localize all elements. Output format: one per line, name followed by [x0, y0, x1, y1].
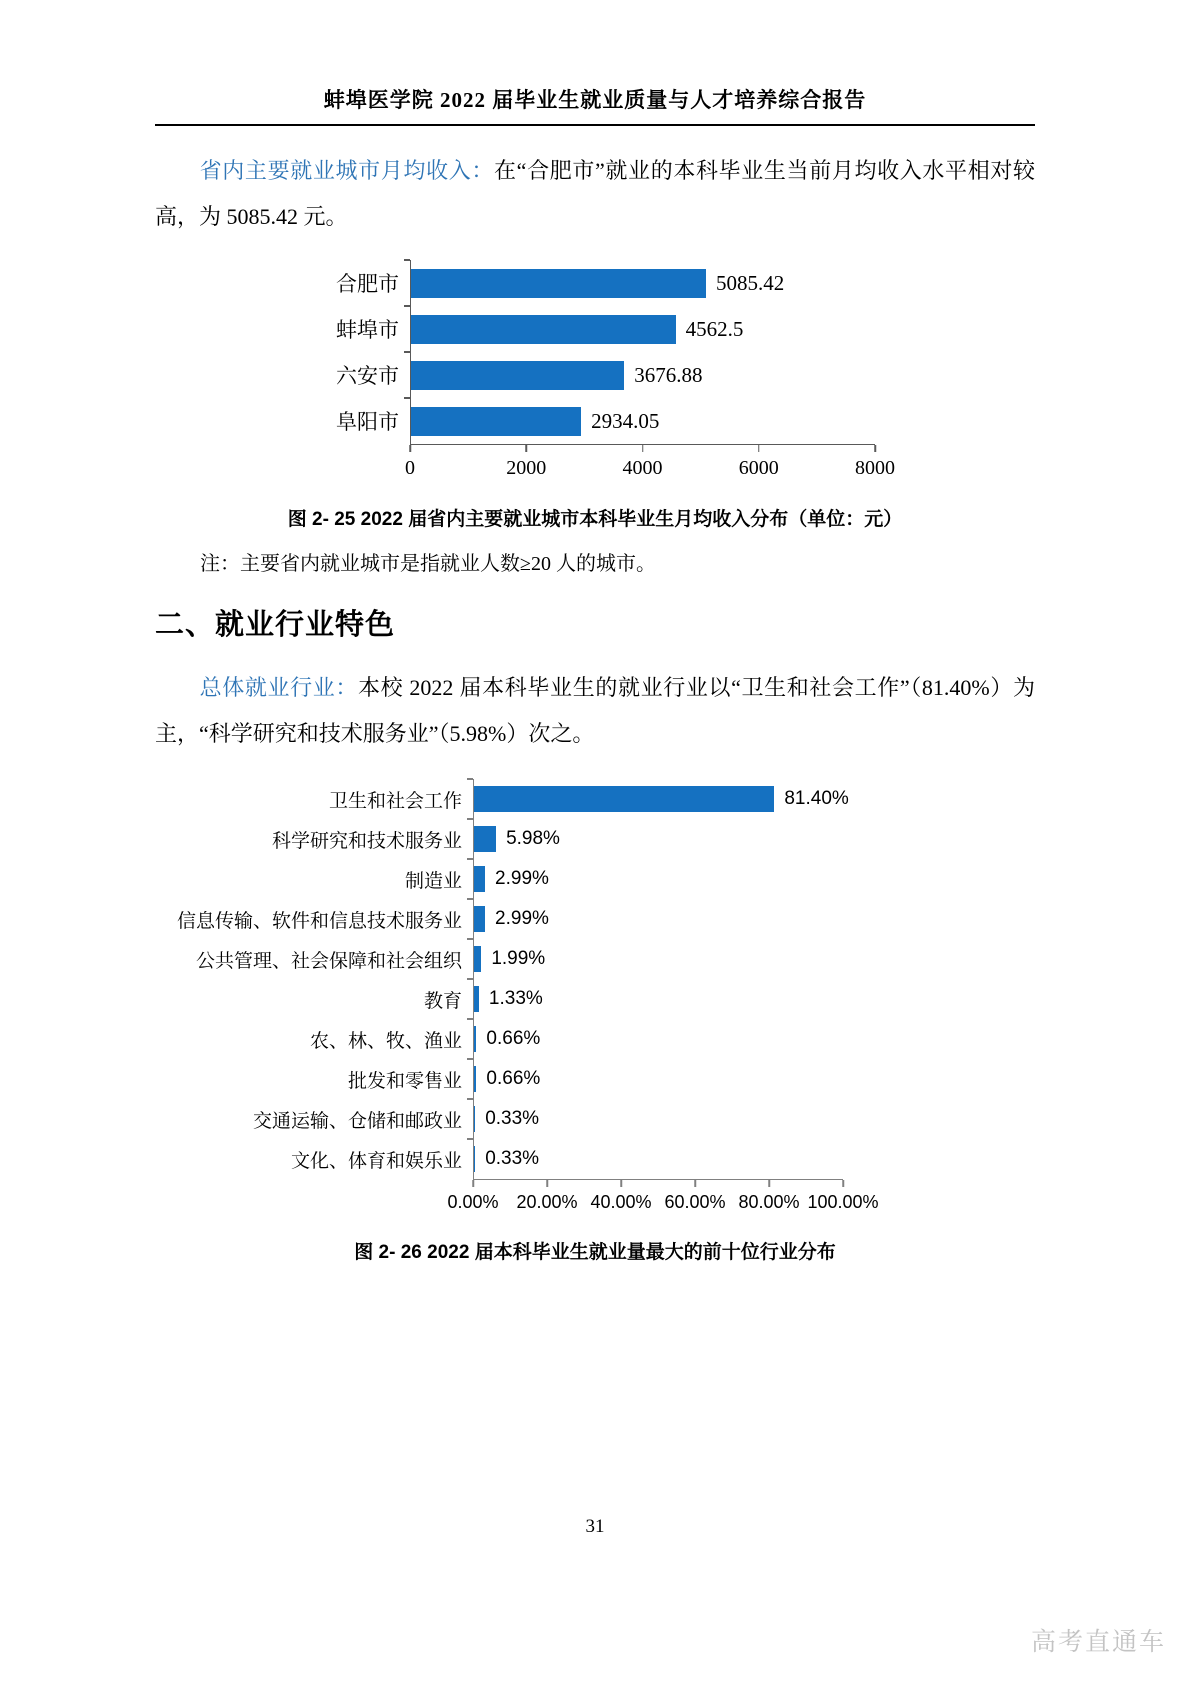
bar	[474, 866, 485, 892]
value-label: 5085.42	[715, 270, 785, 295]
axis-tick-label: 0.00%	[447, 1192, 499, 1212]
value-label: 2.99%	[495, 908, 549, 929]
axis-tick-mark	[694, 1180, 696, 1187]
bar-area	[410, 352, 875, 398]
axis-tick-mark	[642, 445, 644, 452]
value-label: 3676.88	[634, 362, 703, 387]
bar-area	[473, 1099, 843, 1139]
bar	[474, 1026, 476, 1052]
bar	[474, 1146, 475, 1172]
bar	[474, 786, 774, 812]
bar	[474, 1106, 475, 1132]
chart-row	[155, 859, 1035, 899]
category-label: 科学研究和技术服务业	[271, 830, 462, 852]
figure-caption-2-25: 图 2- 25 2022 届省内主要就业城市本科毕业生月均收入分布（单位：元）	[287, 509, 903, 530]
chart-city-income-rows	[290, 260, 1035, 444]
paragraph-city-income-lead: 省内主要就业城市月均收入：	[199, 158, 495, 183]
category-label: 批发和零售业	[347, 1070, 462, 1092]
category-label: 蚌埠市	[336, 318, 399, 342]
bar	[474, 826, 496, 852]
value-label: 1.33%	[488, 988, 543, 1009]
page-number: 31	[585, 1516, 605, 1537]
axis-tick-label: 2000	[506, 457, 547, 479]
bar	[474, 1066, 476, 1092]
bar	[411, 315, 676, 344]
axis-tick-label: 20.00%	[516, 1192, 578, 1212]
value-label: 81.40%	[784, 788, 849, 809]
chart-row	[290, 306, 1035, 352]
page-header-title: 蚌埠医学院 2022 届毕业生就业质量与人才培养综合报告	[323, 88, 867, 112]
axis-tick-mark	[526, 445, 528, 452]
category-label: 教育	[423, 990, 462, 1012]
axis-tick-label: 8000	[855, 457, 895, 479]
axis-tick-mark	[874, 445, 876, 452]
paragraph-city-income	[155, 148, 1035, 240]
section-heading-industry: 二、就业行业特色	[155, 609, 396, 641]
bar-area	[473, 1139, 843, 1179]
bar	[474, 906, 485, 932]
bar-area	[410, 260, 875, 306]
bar-area	[473, 899, 843, 939]
axis-tick-mark	[758, 445, 760, 452]
category-label: 公共管理、社会保障和社会组织	[195, 950, 462, 972]
axis-tick-label: 40.00%	[590, 1192, 652, 1212]
axis-tick-mark	[409, 445, 411, 452]
axis-tick-mark	[842, 1180, 844, 1187]
header-divider	[155, 124, 1035, 126]
axis-tick-mark	[546, 1180, 548, 1187]
bar	[411, 361, 624, 390]
category-label: 制造业	[404, 870, 462, 892]
bar	[474, 946, 481, 972]
value-label: 1.99%	[491, 948, 546, 969]
bar	[411, 269, 706, 298]
value-label: 5.98%	[506, 828, 560, 849]
figure-caption-2-26: 图 2- 26 2022 届本科毕业生就业量最大的前十位行业分布	[354, 1242, 836, 1263]
value-label: 0.33%	[485, 1148, 540, 1169]
chart-row	[290, 260, 1035, 306]
chart-row	[155, 1099, 1035, 1139]
chart-row	[155, 939, 1035, 979]
chart-note: 注：主要省内就业城市是指就业人数≥20 人的城市。	[200, 553, 656, 575]
category-label: 阜阳市	[336, 410, 399, 434]
axis-tick-label: 6000	[738, 457, 779, 479]
value-label: 2934.05	[591, 408, 660, 433]
category-label: 农、林、牧、渔业	[309, 1030, 462, 1052]
category-label: 卫生和社会工作	[328, 790, 462, 812]
chart-row	[290, 352, 1035, 398]
axis-tick-label: 0	[405, 457, 415, 479]
watermark-text: 高考直通车	[1030, 1628, 1166, 1656]
bar-area	[473, 979, 843, 1019]
value-label: 0.66%	[486, 1028, 541, 1049]
value-label: 2.99%	[495, 868, 549, 889]
chart-row	[155, 779, 1035, 819]
value-label: 0.33%	[485, 1108, 540, 1129]
paragraph-city-income-body: 在“合肥市”就业的本科毕业生当前月均收入水平相对较高，为 5085.42 元。	[155, 158, 1035, 229]
axis-tick-label: 80.00%	[738, 1192, 800, 1212]
chart-city-income	[290, 260, 1035, 488]
paragraph-industry-lead: 总体就业行业：	[199, 675, 359, 700]
value-label: 0.66%	[486, 1068, 541, 1089]
bar-area	[473, 819, 843, 859]
chart-row	[155, 1019, 1035, 1059]
bar-area	[473, 1059, 843, 1099]
axis-tick-mark	[620, 1180, 622, 1187]
value-label: 4562.5	[685, 316, 744, 341]
chart-industries-rows	[155, 779, 1035, 1179]
chart-industries-x-axis	[447, 1179, 879, 1221]
chart-city-income-x-axis	[405, 444, 895, 488]
category-label: 交通运输、仓储和邮政业	[252, 1110, 462, 1132]
bar-area	[473, 779, 849, 819]
category-label: 六安市	[336, 364, 399, 388]
bar-area	[473, 859, 843, 899]
bar	[474, 986, 479, 1012]
axis-tick-label: 4000	[622, 457, 663, 479]
axis-tick-mark	[472, 1180, 474, 1187]
bar-area	[473, 1019, 843, 1059]
bar-area	[410, 306, 875, 352]
chart-row	[290, 398, 1035, 444]
category-label: 合肥市	[336, 272, 399, 296]
axis-tick-label: 100.00%	[807, 1192, 879, 1212]
axis-tick-label: 60.00%	[664, 1192, 726, 1212]
category-label: 信息传输、软件和信息技术服务业	[176, 910, 462, 932]
category-label: 文化、体育和娱乐业	[290, 1150, 462, 1172]
chart-industries	[155, 779, 1035, 1221]
chart-row	[155, 979, 1035, 1019]
chart-row	[155, 1059, 1035, 1099]
chart-row	[155, 899, 1035, 939]
bar	[411, 407, 581, 436]
chart-row	[155, 819, 1035, 859]
paragraph-industry	[155, 665, 1035, 757]
axis-tick-mark	[768, 1180, 770, 1187]
bar-area	[473, 939, 843, 979]
paragraph-industry-body: 本校 2022 届本科毕业生的就业行业以“卫生和社会工作”（81.40%）为主，“科学研究和技术服务业”（5.98%）次之。	[155, 675, 1035, 746]
chart-row	[155, 1139, 1035, 1179]
bar-area	[410, 398, 875, 444]
